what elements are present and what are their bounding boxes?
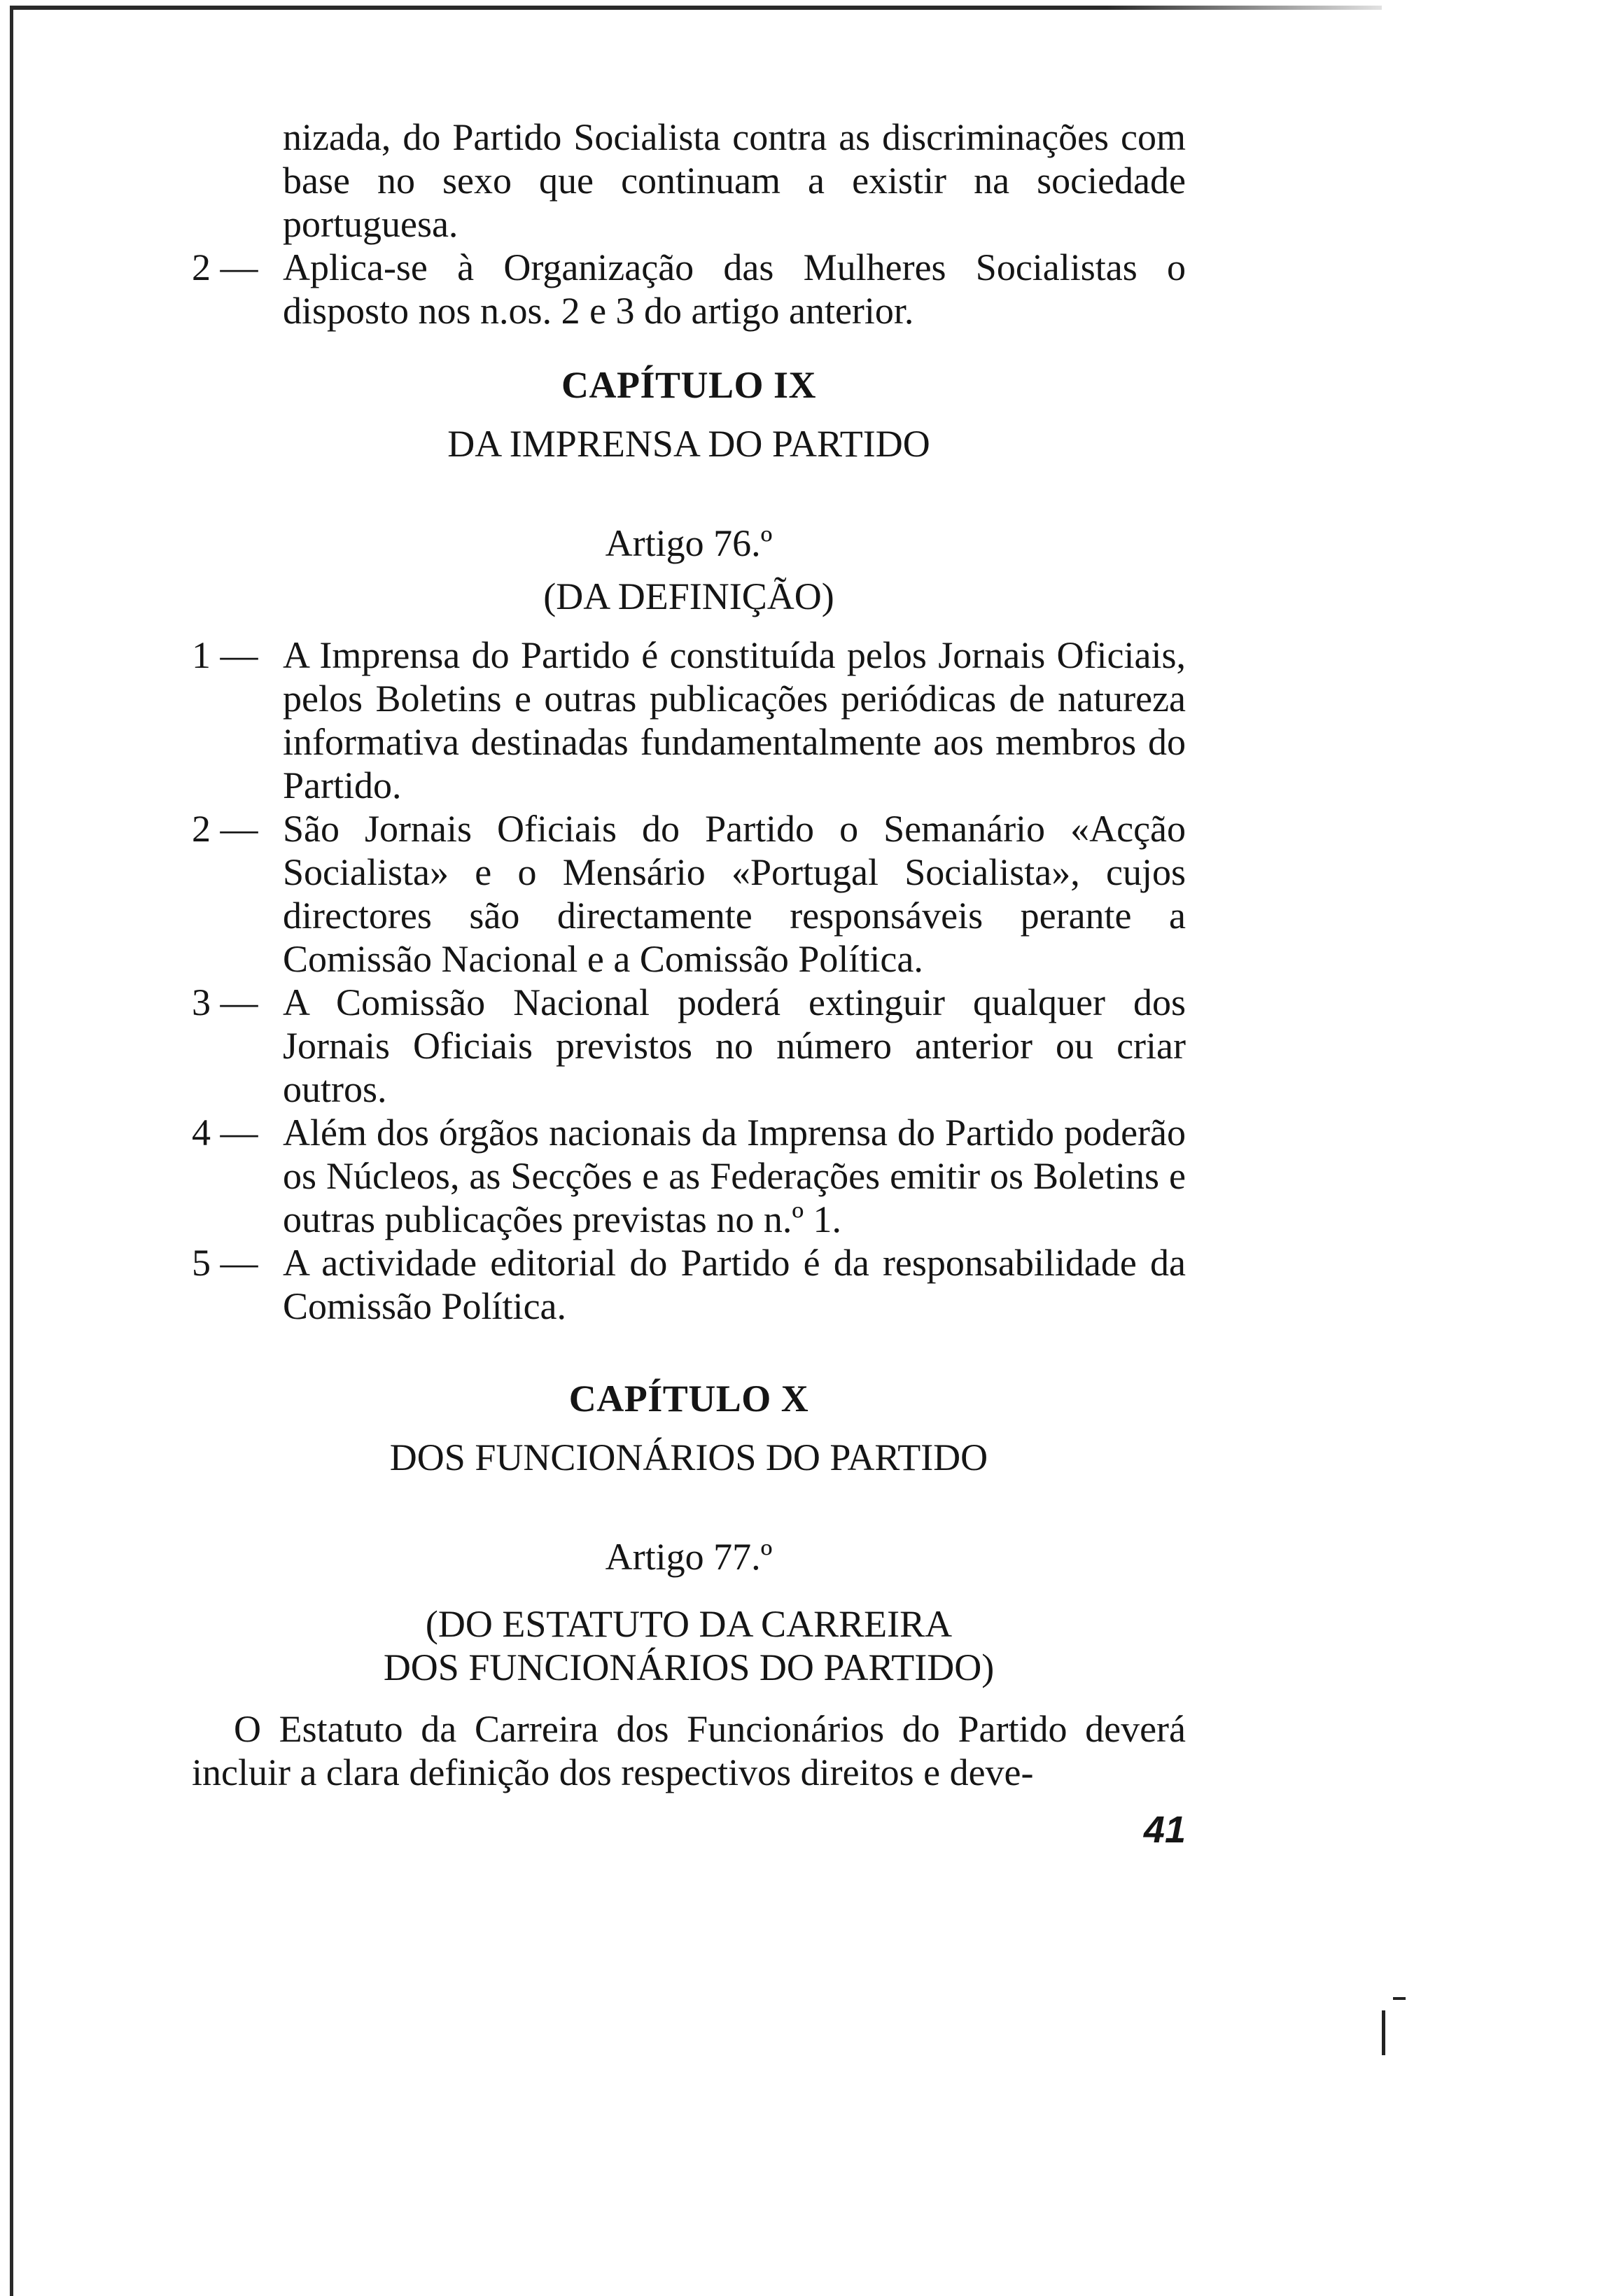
chapter-subtitle: DOS FUNCIONÁRIOS DO PARTIDO: [389, 1436, 988, 1478]
intro-continuation: nizada, do Partido Socialista contra as discriminações com base no sexo que continuam a existir na sociedade portuguesa.: [283, 116, 1186, 245]
list-item: [192, 1111, 1186, 1241]
chapter-title: CAPÍTULO IX: [561, 364, 817, 406]
intro-item-2: [192, 246, 1186, 332]
scan-mark-dash: [1393, 1997, 1406, 2000]
item-text: Aplica-se à Organização das Mulheres Socialistas o disposto nos n.os. 2 e 3 do artigo anterior.: [283, 246, 1186, 332]
scan-border-left: [10, 6, 13, 2296]
item-number: 5 —: [192, 1242, 258, 1284]
item-number: 4 —: [192, 1112, 258, 1154]
item-text: São Jornais Oficiais do Partido o Semanário «Acção Socialista» e o Mensário «Portugal Socialista», cujos directores são directamente responsáveis perante a Comissão Nacional e a Comissão Política.: [283, 808, 1186, 980]
chapter-title: CAPÍTULO X: [568, 1378, 809, 1420]
item-text: A Comissão Nacional poderá extinguir qualquer dos Jornais Oficiais previstos no número anterior ou criar outros.: [283, 981, 1186, 1110]
chapter-subtitle: DA IMPRENSA DO PARTIDO: [447, 423, 930, 465]
list-item: [192, 807, 1186, 981]
scan-mark-bar: [1382, 2010, 1385, 2055]
item-number: 1 —: [192, 634, 258, 676]
list-item: [192, 981, 1186, 1111]
item-text: A Imprensa do Partido é constituída pelos Jornais Oficiais, pelos Boletins e outras publicações periódicas de natureza informativa destinadas fundamentalmente aos membros do Partido.: [283, 634, 1186, 806]
item-number: 3 —: [192, 981, 258, 1023]
scan-border-top: [10, 6, 1382, 10]
article-76-items: [192, 634, 1186, 1328]
article-heading: Artigo 76.º: [605, 522, 773, 564]
item-number: 2 —: [192, 246, 258, 288]
article-title-line: DOS FUNCIONÁRIOS DO PARTIDO): [383, 1646, 995, 1688]
article-paragraph: O Estatuto da Carreira dos Funcionários do Partido deverá incluir a clara definição dos respectivos direitos e deve-: [192, 1708, 1186, 1793]
article-title: (DA DEFINIÇÃO): [543, 575, 834, 617]
list-item: [192, 1241, 1186, 1328]
article-heading: Artigo 77.º: [605, 1536, 773, 1578]
item-number: 2 —: [192, 808, 258, 850]
item-text: A actividade editorial do Partido é da responsabilidade da Comissão Política.: [283, 1242, 1186, 1327]
list-item: [192, 634, 1186, 807]
document-page: [192, 115, 1186, 1851]
page-number: 41: [1143, 1809, 1186, 1851]
article-title: [192, 1602, 1186, 1689]
article-title-line: (DO ESTATUTO DA CARREIRA: [425, 1603, 953, 1645]
item-text: Além dos órgãos nacionais da Imprensa do Partido poderão os Núcleos, as Secções e as Federações emitir os Boletins e outras publicações previstas no n.º 1.: [283, 1112, 1186, 1240]
